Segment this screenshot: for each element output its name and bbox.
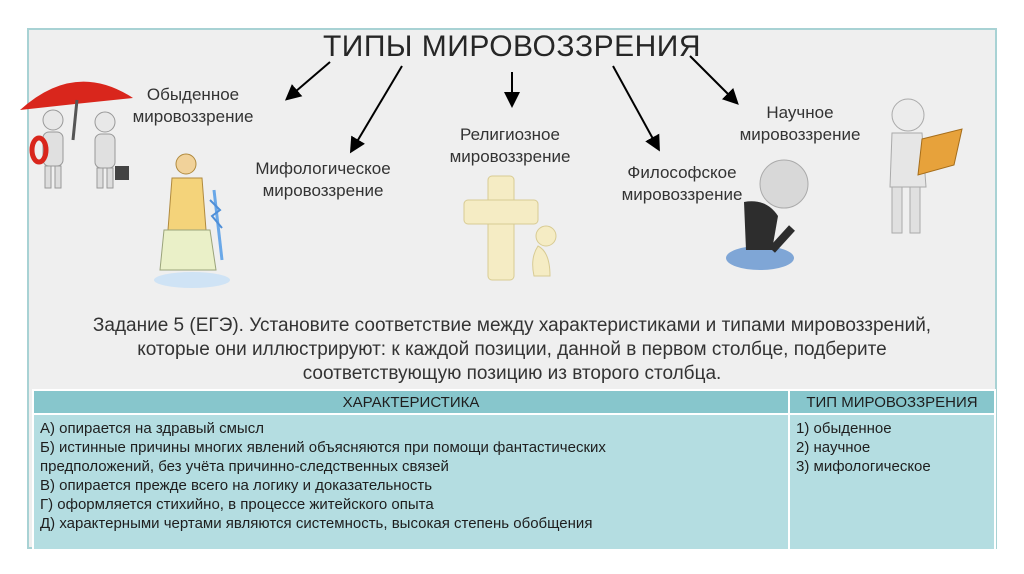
header-characteristic: ХАРАКТЕРИСТИКА	[33, 390, 789, 414]
list-item: А) опирается на здравый смысл	[40, 420, 264, 437]
list-item: 1) обыденное	[796, 420, 892, 437]
list-item: Д) характерными чертами являются системность, высокая степень обобщения	[40, 515, 593, 532]
characteristics-cell	[33, 414, 789, 550]
list-item: предположений, без учёта причинно-следственных связей	[40, 458, 449, 475]
types-cell	[789, 414, 995, 550]
list-item: Г) оформляется стихийно, в процессе житейского опыта	[40, 496, 434, 513]
matching-table	[32, 389, 996, 551]
label-religious: Религиозное мировоззрение	[449, 125, 571, 166]
zeus-figure-icon	[150, 150, 235, 290]
page-title: ТИПЫ МИРОВОЗЗРЕНИЯ	[322, 30, 702, 63]
arrow-mythological	[352, 66, 402, 150]
list-item: 3) мифологическое	[796, 458, 931, 475]
table-header-row	[33, 390, 995, 414]
label-everyday: Обыденное мировоззрение	[132, 85, 254, 126]
arrow-scientific	[690, 56, 736, 102]
reader-figure-icon	[870, 95, 970, 245]
arrow-philosophical	[613, 66, 658, 148]
label-mythological: Мифологическое мировоззрение	[255, 159, 391, 200]
list-item: В) опирается прежде всего на логику и доказательность	[40, 477, 433, 494]
label-philosophical: Философское мировоззрение	[621, 163, 743, 204]
cross-figure-icon	[460, 172, 565, 282]
task-text: Задание 5 (ЕГЭ). Установите соответствие между характеристиками и типами мировоззрений, которые они иллюстрируют: к каждой позиции, данной в первом столбце, подберите соответствующую позицию из второго столбца.	[92, 315, 932, 384]
list-item: 2) научное	[796, 439, 871, 456]
label-scientific: Научное мировоззрение	[739, 103, 861, 144]
arrow-everyday	[288, 62, 330, 98]
header-type: ТИП МИРОВОЗЗРЕНИЯ	[789, 390, 995, 414]
list-item: Б) истинные причины многих явлений объясняются при помощи фантастических	[40, 439, 606, 456]
table-row	[33, 414, 995, 550]
